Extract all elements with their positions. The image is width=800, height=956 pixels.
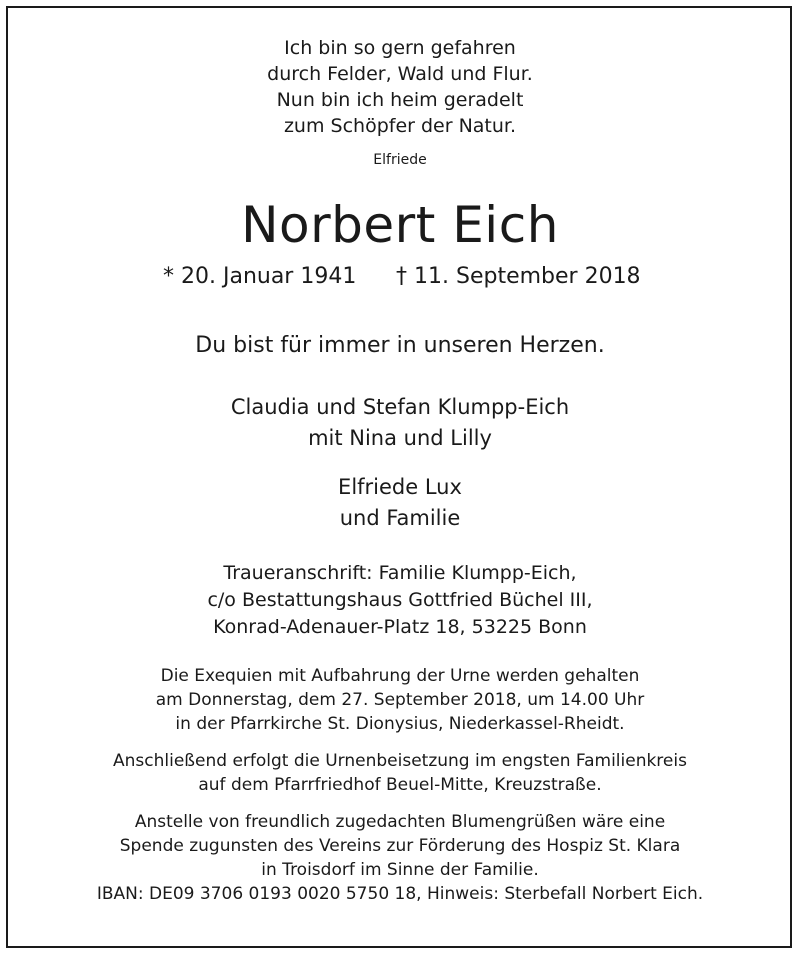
donation-line: IBAN: DE09 3706 0193 0020 5750 18, Hinweis: Sterbefall Norbert Eich. xyxy=(96,884,704,904)
poem-line: Nun bin ich heim geradelt xyxy=(276,89,524,111)
donation-line: Spende zugunsten des Vereins zur Förderung des Hospiz St. Klara xyxy=(119,836,681,856)
donation-line: Anstelle von freundlich zugedachten Blumengrüßen wäre eine xyxy=(134,812,666,832)
deceased-name: Norbert Eich xyxy=(241,196,559,254)
donation-line: in Troisdorf im Sinne der Familie. xyxy=(261,860,539,880)
birth-date: * 20. Januar 1941 xyxy=(163,264,357,289)
life-dates xyxy=(0,264,800,294)
service-line: in der Pfarrkirche St. Dionysius, Niederkassel-Rheidt. xyxy=(175,714,625,734)
motto: Du bist für immer in unseren Herzen. xyxy=(195,333,605,358)
burial-line: auf dem Pfarrfriedhof Beuel-Mitte, Kreuzstraße. xyxy=(198,775,602,795)
death-date: † 11. September 2018 xyxy=(396,264,641,289)
mourner-line: und Familie xyxy=(339,506,461,530)
service-line: Die Exequien mit Aufbahrung der Urne werden gehalten xyxy=(160,666,640,686)
address-line: Traueranschrift: Familie Klumpp-Eich, xyxy=(223,562,577,584)
poem-signature: Elfriede xyxy=(373,152,427,168)
mourner-line: mit Nina und Lilly xyxy=(308,426,492,450)
burial-line: Anschließend erfolgt die Urnenbeisetzung im engsten Familienkreis xyxy=(113,751,687,771)
mourner-line: Claudia und Stefan Klumpp-Eich xyxy=(230,395,570,419)
service-line: am Donnerstag, dem 27. September 2018, um 14.00 Uhr xyxy=(155,690,645,710)
mourner-line: Elfriede Lux xyxy=(338,475,462,499)
poem-line: Ich bin so gern gefahren xyxy=(284,37,516,59)
address-line: c/o Bestattungshaus Gottfried Büchel III, xyxy=(207,589,593,611)
poem-line: durch Felder, Wald und Flur. xyxy=(267,63,533,85)
poem-line: zum Schöpfer der Natur. xyxy=(283,115,517,137)
address-line: Konrad-Adenauer-Platz 18, 53225 Bonn xyxy=(213,616,587,638)
